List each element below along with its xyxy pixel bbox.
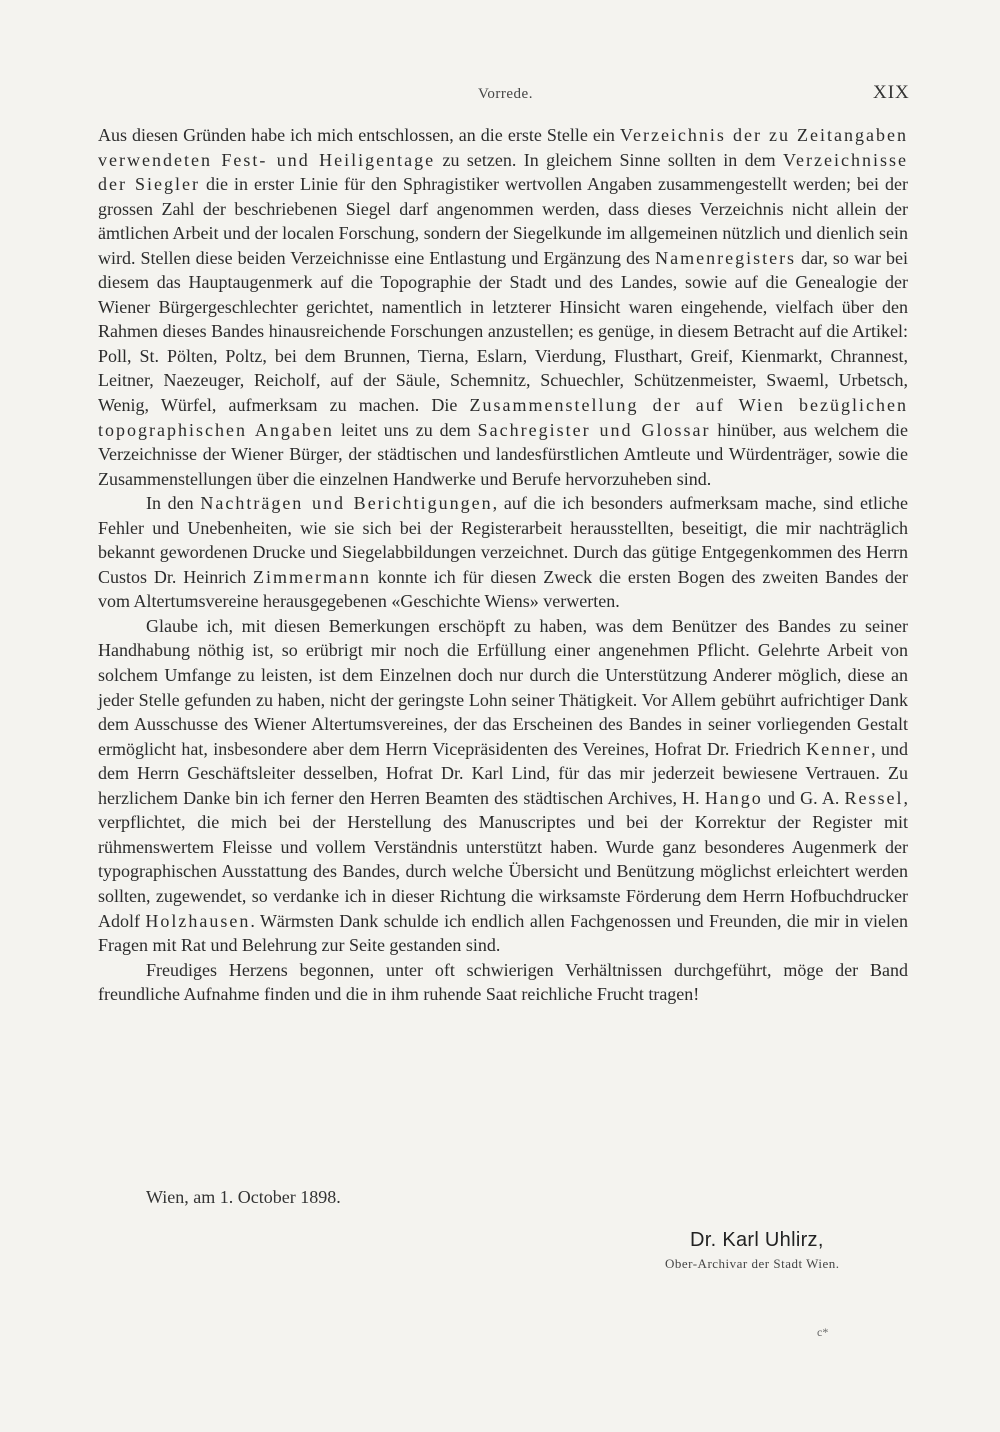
author-signature: Dr. Karl Uhlirz, [690, 1229, 824, 1251]
text-run: die in erster Linie für den Sphragistiker wertvollen Angaben zusammengestellt werden; bei der grossen Zahl der beschriebenen Siegel darf angenommen werden, dass dieses Verzeichnis nicht allein der ämtlichen Arbeit und der localen Forschung, sondern der Siegelkunde im allgemeinen nützlich und dienlich sein wird. Stellen diese beiden Verzeichnisse eine Entlastung und Ergänzung des [98, 174, 909, 268]
page-number: XIX [873, 82, 910, 103]
text-run: Aus diesen Gründen habe ich mich entschlossen, an die erste Stelle ein [98, 125, 620, 145]
paragraph [98, 614, 908, 958]
spaced-emphasis: Zimmermann [253, 566, 372, 587]
paragraph [98, 958, 908, 1007]
body-text [98, 123, 908, 1007]
spaced-emphasis: Kenner [806, 738, 872, 759]
text-run: hinüber, aus welchem die Verzeichnisse der Wiener Bürger, der städtischen und landesfürstlichen Amtleute und Würdenträger, sowie die Zusammenstellungen über die einzelnen Handwerke und Berufe hervorzuheben sind. [98, 419, 908, 489]
text-run: , auf die ich besonders aufmerksam mache, sind etliche Fehler und Unebenheiten, wie sie sich bei der Registerarbeit herausstellten, beseitigt, die mir nachträglich bekannt gewordenen Drucke und Siegelabbildungen verzeichnet. Durch das gütige Entgegenkommen des Herrn Custos Dr. Heinrich [98, 493, 909, 587]
text-run: zu setzen. In gleichem Sinne sollten in dem [435, 149, 784, 170]
spaced-emphasis: Ressel [844, 787, 904, 808]
text-run: und G. A. [762, 787, 845, 808]
spaced-emphasis: Namenregisters [655, 247, 797, 268]
paragraph [98, 491, 908, 614]
text-run: , verpflichtet, die mich bei der Herstellung des Manuscriptes und bei der Korrektur der Register mit rühmenswertem Fleisse und vollem Verständnis unterstützt haben. Wurde ganz besonderes Augenmerk der typographischen Ausstattung des Bandes, durch welche Übersicht und Benützung möglichst erleichtert werden sollten, zugewendet, so verdanke ich in dieser Richtung die wirksamste Förderung dem Herrn Hofbuchdrucker Adolf [98, 787, 908, 931]
running-head-title: Vorrede. [478, 86, 533, 102]
text-run: In den [146, 493, 201, 514]
spaced-emphasis: Verzeichnisse der Siegler [98, 149, 908, 195]
text-run: . Wärmsten Dank schulde ich endlich allen Fachgenossen und Freunden, die mir in vielen Fragen mit Rat und Belehrung zur Seite gestanden sind. [98, 910, 908, 956]
text-run: dar, so war bei diesem das Hauptaugenmerk auf die Topographie der Stadt und des Landes, sowie auf die Genealogie der Wiener Bürgergeschlechter gerichtet, namentlich in letzterer Hinsicht waren eingehende, vielfach über den Rahmen dieses Bandes hinausreichende Forschungen anzustellen; es genüge, in diesem Betracht auf die Artikel: Poll, St. Pölten, Poltz, bei dem Brunnen, Tierna, Eslarn, Vierdung, Flusthart, Greif, Kienmarkt, Chrannest, Leitner, Naezeuger, Reicholf, auf der Säule, Schemnitz, Schuechler, Schützenmeister, Swaeml, Urbetsch, Wenig, Würfel, aufmerksam zu machen. Die [98, 247, 908, 416]
signature-mark: c* [817, 1325, 829, 1339]
paragraph [98, 123, 908, 491]
spaced-emphasis: Nachträgen und Berichtigungen [200, 493, 493, 514]
author-title: Ober-Archivar der Stadt Wien. [665, 1256, 840, 1271]
spaced-emphasis: Verzeichnis der zu Zeitangaben verwendeten Fest- und Heiligentage [98, 125, 909, 170]
text-run: Glaube ich, mit diesen Bemerkungen erschöpft zu haben, was dem Benützer des Bandes zu seiner Handhabung nöthig ist, so erübrigt mir noch die Erfüllung einer angenehmen Pflicht. Gelehrte Arbeit von solchem Umfange zu leisten, ist dem Einzelnen doch nur durch die Unterstützung Anderer möglich, diese an jeder Stelle gefunden zu haben, nicht der geringste Lohn seiner Thätigkeit. Vor Allem gebührt aufrichtiger Dank dem Ausschusse des Wiener Altertumsvereines, der das Erscheinen des Bandes in seiner vorliegenden Gestalt ermöglicht hat, insbesondere aber dem Herrn Vicepräsidenten des Vereines, Hofrat Dr. Friedrich [98, 615, 908, 759]
text-run: leitet uns zu dem [333, 419, 478, 440]
spaced-emphasis: Sachregister und Glossar [477, 419, 711, 440]
spaced-emphasis: Hango [704, 787, 763, 808]
running-head [0, 82, 1000, 110]
dateline: Wien, am 1. October 1898. [146, 1187, 341, 1207]
text-run: Freudiges Herzens begonnen, unter oft schwierigen Verhältnissen durchgeführt, möge der Band freundliche Aufnahme finden und die in ihm ruhende Saat reichliche Frucht tragen! [98, 959, 908, 1005]
spaced-emphasis: Zusammenstellung der auf Wien bezüglichen topographischen Angaben [98, 395, 908, 440]
text-run: , und dem Herrn Geschäftsleiter desselben, Hofrat Dr. Karl Lind, für das mir jederzeit bewiesene Vertrauen. Zu herzlichem Danke bin ich ferner den Herren Beamten des städtischen Archives, H. [98, 738, 908, 808]
spaced-emphasis: Holzhausen [145, 910, 251, 931]
text-run: konnte ich für diesen Zweck die ersten Bogen des zweiten Bandes der vom Altertumsvereine herausgegebenen «Geschichte Wiens» verwerten. [98, 566, 908, 612]
